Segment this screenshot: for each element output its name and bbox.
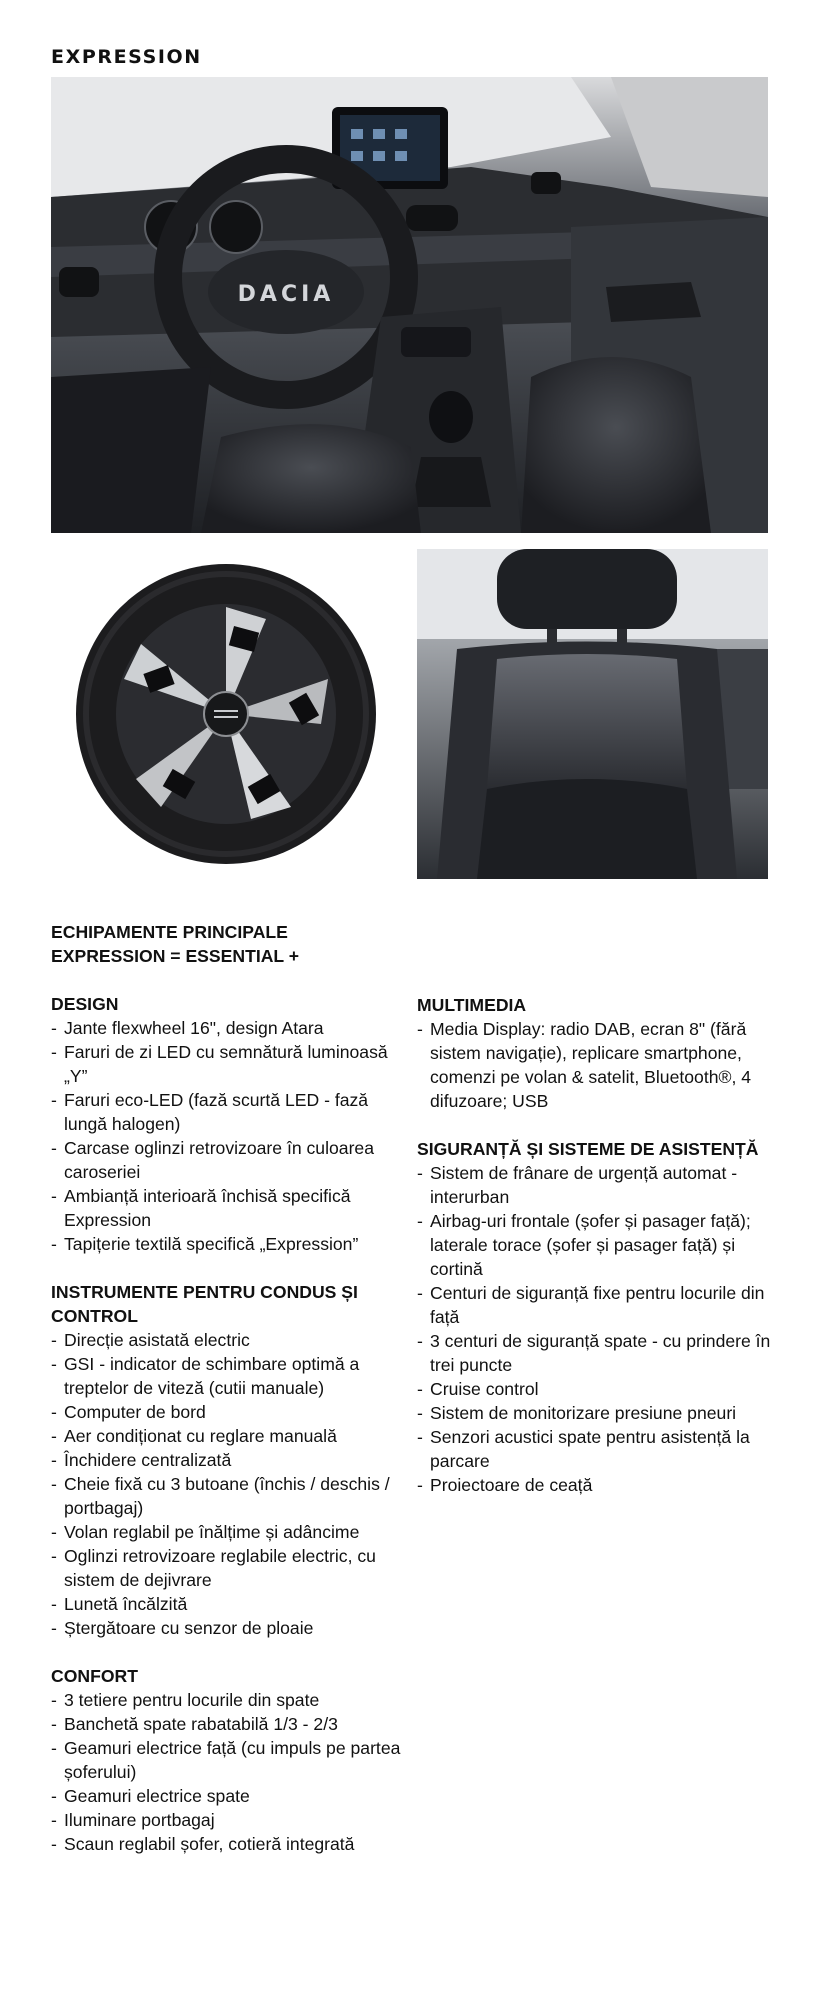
textile-seat-photo xyxy=(417,549,768,879)
list-item: - 3 centuri de siguranță spate - cu prindere în trei puncte xyxy=(417,1329,777,1377)
section-driving-controls xyxy=(51,1280,411,1640)
list-item: - Senzori acustici spate pentru asistență la parcare xyxy=(417,1425,777,1473)
list-item: - Media Display: radio DAB, ecran 8" (fără sistem navigație), replicare smartphone, comenzi pe volan & satelit, Bluetooth®, 4 difuzoare; USB xyxy=(417,1017,777,1113)
intro-line-1: ECHIPAMENTE PRINCIPALE xyxy=(51,922,288,942)
interior-dashboard-photo xyxy=(51,77,768,533)
dacia-logo: DACIA xyxy=(237,282,335,307)
list-item: - Tapițerie textilă specifică „Expression” xyxy=(51,1232,411,1256)
list-item: - Geamuri electrice spate xyxy=(51,1784,411,1808)
list-item: - Iluminare portbagaj xyxy=(51,1808,411,1832)
list-item: - Lunetă încălzită xyxy=(51,1592,411,1616)
list-item: - Geamuri electrice față (cu impuls pe partea șoferului) xyxy=(51,1736,411,1784)
intro-line-2: EXPRESSION = ESSENTIAL + xyxy=(51,946,300,966)
section-title: CONFORT xyxy=(51,1666,138,1686)
equipment-intro xyxy=(51,920,411,968)
list-item: - Cheie fixă cu 3 butoane (închis / deschis / portbagaj) xyxy=(51,1472,411,1520)
list-item: - Centuri de siguranță fixe pentru locurile din față xyxy=(417,1281,777,1329)
right-column xyxy=(417,993,777,1521)
left-column xyxy=(51,920,411,1880)
section-title: INSTRUMENTE PENTRU CONDUS ȘI CONTROL xyxy=(51,1282,358,1326)
section-comfort xyxy=(51,1664,411,1856)
list-item: - Închidere centralizată xyxy=(51,1448,411,1472)
list-item: - Cruise control xyxy=(417,1377,777,1401)
list-item: - Ambianță interioară închisă specifică Expression xyxy=(51,1184,411,1232)
list-item: - Jante flexwheel 16", design Atara xyxy=(51,1016,411,1040)
list-item: - 3 tetiere pentru locurile din spate xyxy=(51,1688,411,1712)
list-item: - Airbag-uri frontale (șofer și pasager față); laterale torace (șofer și pasager față) și cortină xyxy=(417,1209,777,1281)
section-design xyxy=(51,992,411,1256)
list-item: - Carcase oglinzi retrovizoare în culoarea caroseriei xyxy=(51,1136,411,1184)
list-item: - Faruri de zi LED cu semnătură luminoasă „Y” xyxy=(51,1040,411,1088)
list-item: - Scaun reglabil șofer, cotieră integrată xyxy=(51,1832,411,1856)
list-item: - GSI - indicator de schimbare optimă a treptelor de viteză (cutii manuale) xyxy=(51,1352,411,1400)
list-item: - Computer de bord xyxy=(51,1400,411,1424)
list-item: - Aer condiționat cu reglare manuală xyxy=(51,1424,411,1448)
list-item: - Sistem de frânare de urgență automat - interurban xyxy=(417,1161,777,1209)
list-item: - Sistem de monitorizare presiune pneuri xyxy=(417,1401,777,1425)
section-title: SIGURANȚĂ ȘI SISTEME DE ASISTENȚĂ xyxy=(417,1139,759,1159)
list-item: - Ștergătoare cu senzor de ploaie xyxy=(51,1616,411,1640)
section-multimedia xyxy=(417,993,777,1113)
list-item: - Volan reglabil pe înălțime și adâncime xyxy=(51,1520,411,1544)
list-item: - Proiectoare de ceață xyxy=(417,1473,777,1497)
list-item: - Oglinzi retrovizoare reglabile electric, cu sistem de dejivrare xyxy=(51,1544,411,1592)
section-title: MULTIMEDIA xyxy=(417,995,527,1015)
section-safety-assistance xyxy=(417,1137,777,1497)
section-title: DESIGN xyxy=(51,994,119,1014)
list-item: - Banchetă spate rabatabilă 1/3 - 2/3 xyxy=(51,1712,411,1736)
list-item: - Direcție asistată electric xyxy=(51,1328,411,1352)
list-item: - Faruri eco-LED (fază scurtă LED - fază lungă halogen) xyxy=(51,1088,411,1136)
page-title: EXPRESSION xyxy=(51,46,202,68)
flexwheel-rim-photo xyxy=(51,549,402,879)
